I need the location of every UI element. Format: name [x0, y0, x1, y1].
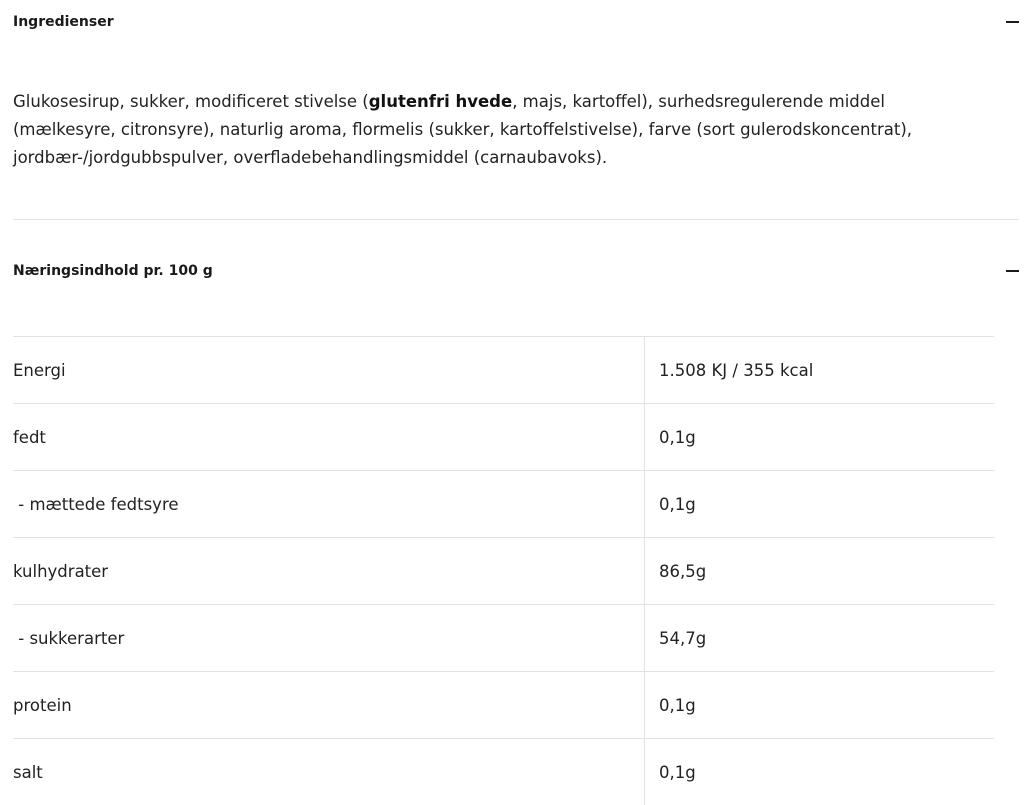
- nutrient-name: - sukkerarter: [13, 605, 645, 672]
- nutrient-value: 54,7g: [645, 605, 995, 672]
- nutrition-title: Næringsindhold pr. 100 g: [13, 263, 213, 279]
- nutrient-value: 0,1g: [645, 471, 995, 538]
- nutrient-name: kulhydrater: [13, 538, 645, 605]
- section-divider: [13, 219, 1019, 220]
- table-row: [13, 337, 994, 404]
- nutrient-name: protein: [13, 672, 645, 739]
- nutrition-accordion-header[interactable]: [13, 259, 1019, 283]
- ingredients-text-end: , majs, kartoffel), surhedsregulerende middel (mælkesyre, citronsyre), naturlig aroma, flormelis (sukker, kartoffelstivelse), farve (sort gulerodskoncentrat), jordbær-/jordgubbspulver, overfladebehandlingsmiddel (carnaubavoks).: [13, 92, 913, 167]
- nutrient-value: 0,1g: [645, 404, 995, 471]
- table-row: [13, 538, 994, 605]
- nutrient-name: Energi: [13, 337, 645, 404]
- ingredients-text-start: Glukosesirup, sukker, modificeret stivelse (: [13, 92, 369, 111]
- nutrient-value: 86,5g: [645, 538, 995, 605]
- ingredients-text: [13, 88, 973, 172]
- table-row: [13, 672, 994, 739]
- nutrient-value: 1.508 KJ / 355 kcal: [645, 337, 995, 404]
- ingredients-allergen-highlight: glutenfri hvede: [368, 92, 513, 111]
- nutrient-value: 0,1g: [645, 672, 995, 739]
- nutrient-name: fedt: [13, 404, 645, 471]
- ingredients-title: Ingredienser: [13, 14, 114, 30]
- table-row: [13, 739, 994, 805]
- minus-icon[interactable]: [1006, 21, 1019, 23]
- table-row: [13, 605, 994, 672]
- nutrition-table: [13, 336, 994, 805]
- minus-icon[interactable]: [1006, 270, 1019, 272]
- ingredients-accordion-header[interactable]: [13, 10, 1019, 34]
- nutrient-name: salt: [13, 739, 645, 805]
- nutrient-value: 0,1g: [645, 739, 995, 805]
- table-row: [13, 471, 994, 538]
- table-row: [13, 404, 994, 471]
- nutrient-name: - mættede fedtsyre: [13, 471, 645, 538]
